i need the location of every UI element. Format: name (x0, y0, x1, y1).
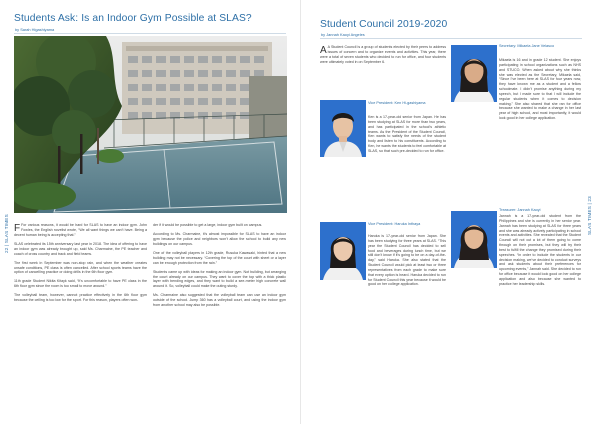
left-col1-para-3: The first week in September was non-stop rain, and when the weather creates unsafe conditions, PE class is often cancelled. After school sports teams have the option of cancelling practice or doing drills in the 6th floor gym. (14, 260, 147, 275)
haruka-caption: Vice President: Haruka Inthaya (368, 222, 421, 226)
left-col2-para-1: der if it would be possible to get a large, indoor gym built on campus. (153, 223, 263, 227)
jannah-bio: Jannah is a 17-year-old student from the Philippines and she is currently in her senior year. Jannah has been studying at SLAS for three years and she was already actively participating in school events and activities. She revealed that the Student Council will not cut a lot of them going to come through on their promises, but they will try their best to fulfill the change they promised during their speeches. “In order to include the students in our decision making, we’ve decided to conduct surveys and ask students about their preferences for upcoming events,” Jannah said. She decided to run for office because it would look good on her college application and also because she wanted to practice her leadership skills. (499, 214, 581, 286)
left-col1-para-5: The volleyball team, however, cannot practice effectively in the 6th floor gym because the ceiling is too low for the sport. For this reason, players often won- (14, 293, 147, 303)
jannah-caption: Treasurer: Jannah Kaoyi (499, 208, 541, 212)
jannah-portrait-photo (451, 211, 497, 268)
left-col1-para-2: SLAS celebrated its 15th anniversary last year in 2018. The idea of offering to have an indoor gym was already brought up, said Ms. Charmaine, the PE teacher and coach of cross country and track and field teams. (14, 241, 147, 256)
mikaela-caption: Secretary: Mikaela Jane Velasco (499, 44, 555, 48)
left-title-rule (14, 33, 286, 34)
right-title-rule (320, 38, 582, 39)
left-col1-para-1 (14, 223, 147, 238)
page-fold (300, 0, 301, 424)
stuco-intro (320, 45, 446, 64)
mikaela-bio: Mikaela is 16 and in grade 12 student. She enjoys participating in school organizations such as NHS and STUCO. When asked about why she thinks she was elected as the Secretary, Mikaela said, “Since I’ve been here at SLAS for four years now, they have known me as a student and a fellow schoolmate. I didn’t promise anything during my speech, but I made sure to that I will include the regular students when it comes to decision making.” She also shared that she ran for office because she wanted to make a change in her last year of high school, and most importantly, it would look good in her college application. (499, 58, 581, 121)
left-article-col-1 (14, 223, 147, 307)
right-page-folio: SLAS TIMES | 23 (587, 196, 592, 235)
left-col2-para-4: Students came up with ideas for making an indoor gym. Not building, but arranging the court already on our campus. They want to cover the top with a thick plastic layer with bending edges, and they want to build a see-meter high concrete wall around it. So, volleyball could make the outing sturdy. (153, 269, 286, 289)
left-article-title: Students Ask: Is an Indoor Gym Possible at SLAS? (14, 13, 252, 24)
ken-bio: Ken is a 17-year-old senior from Japan. He has been studying at SLAS for more than two years, and has participated in the school’s athletic teams. As the President of the Student Council, Ken wants to satisfy the needs of the student body and listen to his constituents. According to Ken, he wants the students to feel comfortable at SLAS, so that such pre-decided to run for office. (368, 115, 446, 153)
haruka-bio: Haruka is 17-year-old senior from Japan. She has been studying for three years at SLAS. “This year the Student Council has decided to sell food and beverages during lunch time, but we still don’t know if it’s going to be on a day-of-the-day,” said Haruka. She also stated that the Student Council would pick at least two or three representatives from each grade to make sure that every option is heard. Haruka decided to run for Student Council this year because it would be good on her college application. (368, 234, 446, 287)
left-col2-para-2: According to Ms. Charmaine, it’s almost impossible for SLAS to have an indoor gym because the police and neighbors won’t allow the school to build any new buildings on our campus. (153, 232, 286, 246)
left-col1-para-1-text: For various reasons, it would be hard for SLAS to have an indoor gym. John Fowles, the English novelist wrote, “We all want things we can’t have. Being a decent human being is accepting that.” (14, 223, 147, 237)
left-col2-para-5: Ms. Charmaine also suggested that the volleyball team can use an indoor gym outside of the school. Jump 360 has a volleyball court, and using the indoor gym from another school may also be possible. (153, 293, 286, 308)
left-article-col-2 (153, 223, 286, 312)
courtyard-photo (14, 36, 287, 213)
left-page-folio: 22 | SLAS TIMES (4, 214, 9, 253)
haruka-portrait-photo (320, 222, 366, 280)
ken-portrait-photo (320, 100, 366, 157)
drop-cap: F (14, 222, 21, 234)
left-col2-para-3: One of the volleyball players in 12th grade, Rusuka Kawasaki, hinted that a new building may not be necessary. “Covering the top of the court with sheet or a layer can be enough protection from the rain.” (153, 250, 286, 265)
intro-drop-cap: A (320, 44, 327, 56)
right-article-byline: by Jannah Kaoyi Angeles (321, 32, 365, 37)
ken-caption: Vice President: Ken Hi-gashiyama (368, 101, 426, 105)
left-article-byline: by Sarah Higashiyama (15, 27, 55, 32)
mikaela-portrait-photo (451, 45, 497, 102)
right-article-title: Student Council 2019-2020 (320, 19, 448, 30)
stuco-intro-text: A Student Council is a group of students elected by their peers to address issues of concern and to organize events and activities. This year, there were a total of seven students who decided to run for office, and four students were ultimately voted in on September 6. (320, 45, 446, 64)
left-col1-para-4: 11th grade Student Nikita Kitayk said, “It’s uncomfortable to have PE class in the 6th floor gym since the room is too small to move around.” (14, 279, 147, 289)
